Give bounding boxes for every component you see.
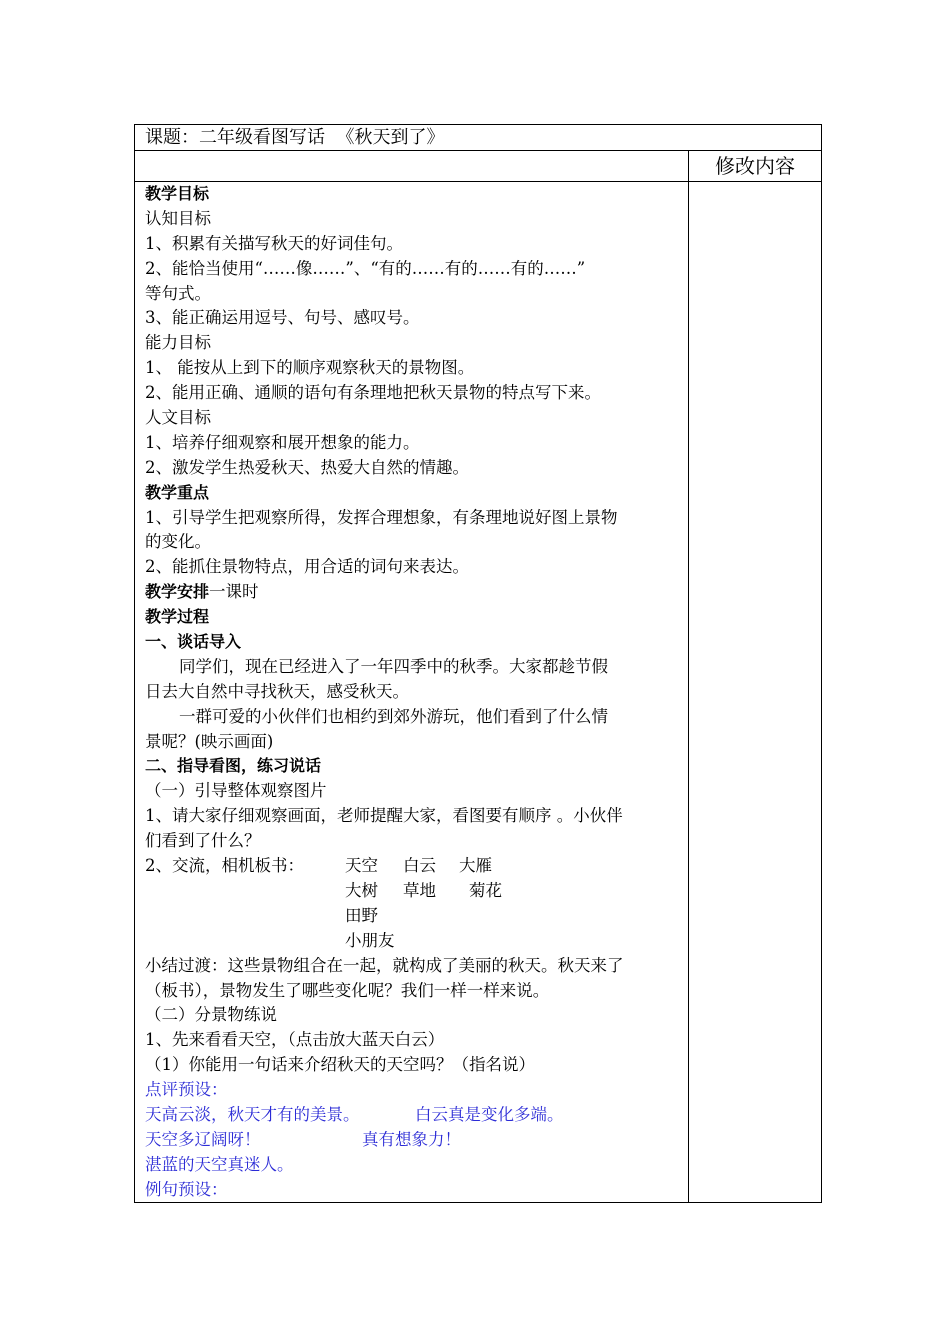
comment-row (145, 1128, 681, 1153)
board-word: 天空 (345, 856, 378, 876)
comment-text: 天空多辽阔呀！ (145, 1129, 261, 1149)
comment-text: 湛蓝的天空真迷人。 (145, 1154, 294, 1174)
goals-heading: 教学目标 (145, 184, 210, 203)
revision-column-header: 修改内容 (715, 154, 795, 178)
board-intro: 2、交流，相机板书： (145, 856, 304, 876)
humanities-heading: 人文目标 (145, 408, 211, 428)
board-row (145, 929, 681, 954)
board-word: 小朋友 (345, 930, 395, 950)
board-word: 草地 (403, 880, 436, 900)
column-header-row (135, 151, 821, 182)
cognitive-item: 1、积累有关描写秋天的好词佳句。 (145, 233, 403, 253)
arrangement-value: 一课时 (209, 582, 259, 602)
comment-text: 白云真是变化多端。 (415, 1104, 564, 1124)
cognitive-item: 2、能恰当使用“……像……”、“有的……有的……有的……” (145, 258, 586, 278)
process-heading: 教学过程 (145, 607, 210, 627)
board-word: 白云 (403, 856, 436, 876)
key-heading: 教学重点 (145, 482, 210, 502)
sub2-heading: （二）分景物练说 (145, 1005, 277, 1025)
humanities-item: 2、激发学生热爱秋天、热爱大自然的情趣。 (145, 457, 469, 477)
example-heading: 例句预设： (145, 1179, 228, 1199)
ability-item: 2、能用正确、通顺的语句有条理地把秋天景物的特点写下来。 (145, 383, 601, 403)
humanities-item: 1、培养仔细观察和展开想象的能力。 (145, 432, 420, 452)
board-row (145, 879, 681, 904)
sub1-item: 们看到了什么？ (145, 831, 261, 851)
sub1-heading: （一）引导整体观察图片 (145, 781, 327, 801)
cognitive-item: 等句式。 (145, 283, 211, 303)
ability-heading: 能力目标 (145, 333, 211, 353)
board-word: 菊花 (469, 880, 502, 900)
column-divider (688, 151, 689, 1202)
part1-paragraph: 一群可爱的小伙伴们也相约到郊外游玩，他们看到了什么情 (179, 706, 608, 726)
board-row (145, 854, 681, 879)
part1-paragraph: 同学们，现在已经进入了一年四季中的秋季。大家都趁节假 (179, 656, 608, 676)
cognitive-item: 3、能正确运用逗号、句号、感叹号。 (145, 308, 420, 328)
ability-item: 1、 能按从上到下的顺序观察秋天的景物图。 (145, 358, 475, 378)
arrangement-heading: 教学安排 (145, 582, 210, 602)
arrangement-line (145, 580, 681, 605)
key-item: 1、引导学生把观察所得，发挥合理想象，有条理地说好图上景物 (145, 507, 618, 527)
comment-text: 真有想象力！ (362, 1129, 461, 1149)
sub1-item: 1、请大家仔细观察画面，老师提醒大家，看图要有顺序 。小伙伴 (145, 806, 623, 826)
key-item: 2、能抓住景物特点，用合适的词句来表达。 (145, 557, 469, 577)
summary-line: （板书），景物发生了哪些变化呢？我们一样一样来说。 (145, 980, 550, 1000)
board-word: 大树 (345, 880, 378, 900)
comment-text: 天高云淡，秋天才有的美景。 (145, 1104, 360, 1124)
part1-paragraph: 景呢？(映示画面) (145, 731, 274, 751)
comment-row (145, 1153, 681, 1178)
board-word: 大雁 (459, 856, 492, 876)
part1-paragraph: 日去大自然中寻找秋天，感受秋天。 (145, 681, 409, 701)
board-row (145, 904, 681, 929)
cognitive-heading: 认知目标 (145, 208, 211, 228)
summary-line: 小结过渡：这些景物组合在一起，就构成了美丽的秋天。秋天来了 (145, 955, 624, 975)
sub2-item: （1）你能用一句话来介绍秋天的天空吗？（指名说） (145, 1055, 535, 1075)
part1-heading: 一、谈话导入 (145, 632, 242, 652)
comment-row (145, 1103, 681, 1128)
lesson-title: 课题：二年级看图写话 《秋天到了》 (135, 125, 821, 151)
key-item: 的变化。 (145, 532, 211, 552)
sub2-item: 1、先来看看天空，（点击放大蓝天白云） (145, 1030, 445, 1050)
comment-heading: 点评预设： (145, 1080, 228, 1100)
part2-heading: 二、指导看图，练习说话 (145, 756, 322, 776)
lesson-content (145, 182, 681, 1203)
board-word: 田野 (345, 905, 378, 925)
lesson-plan-table (134, 124, 822, 1203)
